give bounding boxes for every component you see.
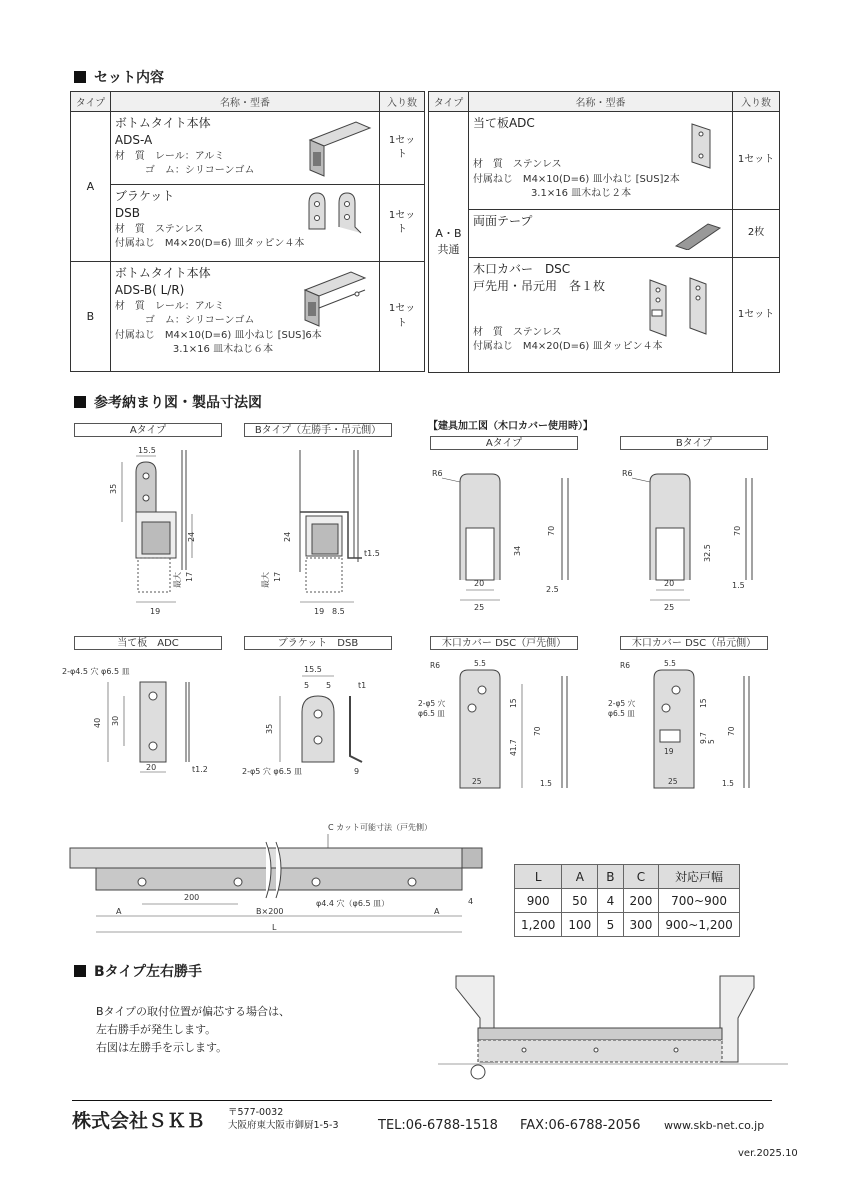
cover-hinge-drawing bbox=[606, 656, 782, 796]
dim-a24: 24 bbox=[187, 531, 196, 542]
spec-header: 対応戸幅 bbox=[659, 865, 739, 889]
dim-c9-7: 9.7 bbox=[699, 732, 708, 744]
panel-j-b: Bタイプ bbox=[620, 436, 768, 450]
dim-ch15: 15 bbox=[699, 698, 708, 708]
dim-ch25: 25 bbox=[668, 777, 678, 786]
dim-s5a: 5 bbox=[304, 681, 310, 690]
dim-b-max: 最大 bbox=[261, 572, 270, 588]
rail-drawing bbox=[66, 818, 486, 940]
dim-b24: 24 bbox=[283, 531, 292, 542]
panel-b-type: Bタイプ（左勝手・吊元側） bbox=[244, 423, 392, 437]
dim-ch1-5: 1.5 bbox=[722, 779, 734, 788]
dim-c19: 19 bbox=[664, 747, 674, 756]
spec-cell: 4 bbox=[598, 889, 623, 913]
fax: FAX:06-6788-2056 bbox=[520, 1118, 641, 1133]
rail-dA2: A bbox=[434, 907, 440, 916]
footer-divider bbox=[72, 1100, 772, 1101]
spec-header: A bbox=[562, 865, 598, 889]
dim-s9: 9 bbox=[354, 767, 360, 776]
dim-c1-5: 1.5 bbox=[540, 779, 552, 788]
spec-cell: 200 bbox=[623, 889, 659, 913]
tape-illustration bbox=[674, 220, 722, 250]
plate-cell: 当て板ADC 材 質 ステンレス 付属ねじ M4×10(D=6) 皿小ねじ [SUS]2本 3.1×16 皿木ねじ２本 bbox=[468, 112, 732, 210]
dim-b17: 17 bbox=[273, 571, 282, 582]
website-link[interactable]: www.skb-net.co.jp bbox=[664, 1119, 765, 1132]
plate-illustration bbox=[688, 120, 718, 170]
spec-cell: 700~900 bbox=[659, 889, 739, 913]
rail-dA1: A bbox=[116, 907, 122, 916]
square-bullet-icon bbox=[74, 71, 86, 83]
dim-jb-R6: R6 bbox=[622, 469, 633, 478]
dim-p40: 40 bbox=[93, 717, 102, 728]
spec-table bbox=[514, 864, 740, 937]
dim-j34: 34 bbox=[513, 545, 522, 556]
tel: TEL:06-6788-1518 bbox=[378, 1118, 498, 1133]
address-block: 〒577-0032 大阪府東大阪市御厨1-5-3 bbox=[228, 1107, 339, 1131]
b-type-drawing bbox=[244, 442, 414, 622]
dim-st: t1 bbox=[358, 681, 367, 690]
section-title-b-type: Bタイプ左右勝手 bbox=[74, 961, 202, 981]
dim-c41-7: 41.7 bbox=[509, 739, 518, 756]
dim-a15-5: 15.5 bbox=[138, 446, 156, 455]
spec-cell: 900 bbox=[515, 889, 562, 913]
a-type-drawing bbox=[74, 442, 224, 622]
bracket-illustration bbox=[301, 189, 371, 239]
dim-j20: 20 bbox=[474, 579, 485, 588]
b-hand-drawing bbox=[438, 968, 788, 1084]
dim-c25: 25 bbox=[472, 777, 482, 786]
panel-cover-hinge: 木口カバー DSC（吊元側） bbox=[620, 636, 768, 650]
dim-c5-5: 5.5 bbox=[474, 659, 486, 668]
rail-d4: 4 bbox=[468, 897, 474, 906]
spec-cell: 900~1,200 bbox=[659, 913, 739, 937]
b-note: Bタイプの取付位置が偏芯する場合は、 左右勝手が発生します。 右図は左勝手を示します。 bbox=[96, 1005, 290, 1054]
spec-header: B bbox=[598, 865, 623, 889]
dim-s5b: 5 bbox=[326, 681, 332, 690]
rail-dL: L bbox=[272, 923, 277, 932]
dim-ch70: 70 bbox=[727, 726, 736, 736]
spec-cell: 5 bbox=[598, 913, 623, 937]
spec-header: L bbox=[515, 865, 562, 889]
panel-j-a: Aタイプ bbox=[430, 436, 578, 450]
dim-a17: 17 bbox=[185, 571, 194, 582]
dim-b8-5: 8.5 bbox=[332, 607, 345, 616]
dim-p20: 20 bbox=[146, 763, 157, 772]
dim-a19: 19 bbox=[150, 607, 161, 616]
panel-cover-tip: 木口カバー DSC（戸先側） bbox=[430, 636, 578, 650]
dim-ch-holes2: φ6.5 皿 bbox=[608, 709, 635, 718]
joinery-b-drawing bbox=[618, 456, 788, 616]
dim-p30: 30 bbox=[111, 715, 120, 726]
bracket-drawing bbox=[238, 656, 418, 786]
company-name: 株式会社ＳＫＢ bbox=[72, 1110, 206, 1132]
dim-ch-R6: R6 bbox=[620, 661, 630, 670]
spec-cell: 1,200 bbox=[515, 913, 562, 937]
spec-row bbox=[515, 913, 740, 937]
dim-s-holes: 2-φ5 穴 φ6.5 皿 bbox=[242, 767, 302, 776]
type-b: B bbox=[71, 262, 111, 372]
dim-p-holes: 2-φ4.5 穴 φ6.5 皿 bbox=[62, 667, 130, 676]
dim-jb-20: 20 bbox=[664, 579, 675, 588]
joinery-title: 【建具加工図（木口カバー使用時）】 bbox=[428, 421, 593, 432]
dim-j25: 25 bbox=[474, 603, 485, 612]
rail-hole: φ4.4 穴（φ6.5 皿） bbox=[316, 899, 390, 908]
square-bullet-icon bbox=[74, 396, 86, 408]
dim-c-holes2: φ6.5 皿 bbox=[418, 709, 445, 718]
dim-s15-5: 15.5 bbox=[304, 665, 322, 674]
spec-cell: 300 bbox=[623, 913, 659, 937]
panel-plate: 当て板 ADC bbox=[74, 636, 222, 650]
dim-jb-25: 25 bbox=[664, 603, 675, 612]
dim-j70: 70 bbox=[547, 525, 556, 536]
rail-a-illustration bbox=[298, 118, 373, 178]
section-title-drawings: 参考納まり図・製品寸法図 bbox=[74, 392, 262, 412]
rail-dB: B×200 bbox=[256, 907, 284, 916]
type-ab: A・B 共通 bbox=[429, 112, 469, 373]
dim-ch5-5: 5.5 bbox=[664, 659, 676, 668]
dim-jb-70: 70 bbox=[733, 525, 742, 536]
b-body-cell: ボトムタイト本体 ADS-B( L/R) 材 質 レール：アルミ ゴ ム：シリコーンゴム 付属ねじ M4×10(D=6) 皿小ねじ [SUS]6本 3.1×16 皿木ねじ６本 bbox=[110, 262, 379, 372]
rail-b-illustration bbox=[293, 268, 373, 328]
spec-header: C bbox=[623, 865, 659, 889]
section-title-set: セット内容 bbox=[74, 67, 164, 87]
cover-cell: 木口カバー DSC 戸先用・吊元用 各１枚 材 質 ステンレス 付属ねじ M4×20(D=6) 皿タッピン４本 bbox=[468, 258, 732, 373]
dim-j32-5: 32.5 bbox=[703, 544, 712, 562]
rail-cut-label: C カット可能寸法（戸先側） bbox=[328, 823, 433, 832]
dim-pt: t1.2 bbox=[192, 765, 208, 774]
dim-ch-holes1: 2-φ5 穴 bbox=[608, 699, 636, 708]
version: ver.2025.10 bbox=[738, 1148, 798, 1159]
spec-cell: 100 bbox=[562, 913, 598, 937]
bracket-cell: ブラケット DSB 材 質 ステンレス 付属ねじ M4×20(D=6) 皿タッピン４本 bbox=[110, 185, 379, 262]
dim-bt: t1.5 bbox=[364, 549, 380, 558]
dim-j2-5: 2.5 bbox=[546, 585, 559, 594]
type-a: A bbox=[71, 112, 111, 262]
dim-jR6: R6 bbox=[432, 469, 443, 478]
tape-cell: 両面テープ bbox=[468, 210, 732, 258]
panel-a-type: Aタイプ bbox=[74, 423, 222, 437]
dim-b19: 19 bbox=[314, 607, 325, 616]
square-bullet-icon bbox=[74, 965, 86, 977]
panel-bracket: ブラケット DSB bbox=[244, 636, 392, 650]
plate-drawing bbox=[58, 656, 228, 786]
joinery-a-drawing bbox=[428, 456, 598, 616]
dim-c15: 15 bbox=[509, 698, 518, 708]
dim-a-max: 最大 bbox=[173, 572, 182, 588]
spec-cell: 50 bbox=[562, 889, 598, 913]
rail-d200: 200 bbox=[184, 893, 200, 902]
set-table-left: タイプ 名称・型番 入り数 A ボトムタイト本体 ADS-A 材 質 レール：アルミ ゴ ム：シリコーンゴム 1セット ブラケット DSB 材 質 ステンレス 付属ねじ M4×20(D=6) 皿タッピン４本 1セット B ボトムタイト本体 ADS-B( L/R) 材 質 レール：アルミ ゴ ム：シリコーンゴム 付属ねじ M4×10(D=6) 皿小ねじ [SUS]6本 3.1×16 皿木ねじ６本 1セット bbox=[70, 91, 425, 372]
cover-tip-drawing bbox=[416, 656, 592, 796]
dim-s35: 35 bbox=[265, 723, 274, 734]
set-table-right: タイプ 名称・型番 入り数 A・B 共通 当て板ADC 材 質 ステンレス 付属ねじ M4×10(D=6) 皿小ねじ [SUS]2本 3.1×16 皿木ねじ２本 1セット 両面テープ 2枚 木口カバー DSC 戸先用・吊元用 各１枚 材 質 ステンレス 付属ねじ M4×20(D=6) 皿タッピン４本 1セット bbox=[428, 91, 780, 373]
spec-row bbox=[515, 889, 740, 913]
a-body-cell: ボトムタイト本体 ADS-A 材 質 レール：アルミ ゴ ム：シリコーンゴム bbox=[110, 112, 379, 185]
dim-c-R6: R6 bbox=[430, 661, 440, 670]
dim-a35: 35 bbox=[109, 483, 118, 494]
dim-c70: 70 bbox=[533, 726, 542, 736]
dim-c5: 5 bbox=[707, 739, 716, 744]
dim-j1-5: 1.5 bbox=[732, 581, 745, 590]
dim-c-holes1: 2-φ5 穴 bbox=[418, 699, 446, 708]
cover-illustration bbox=[644, 276, 718, 340]
